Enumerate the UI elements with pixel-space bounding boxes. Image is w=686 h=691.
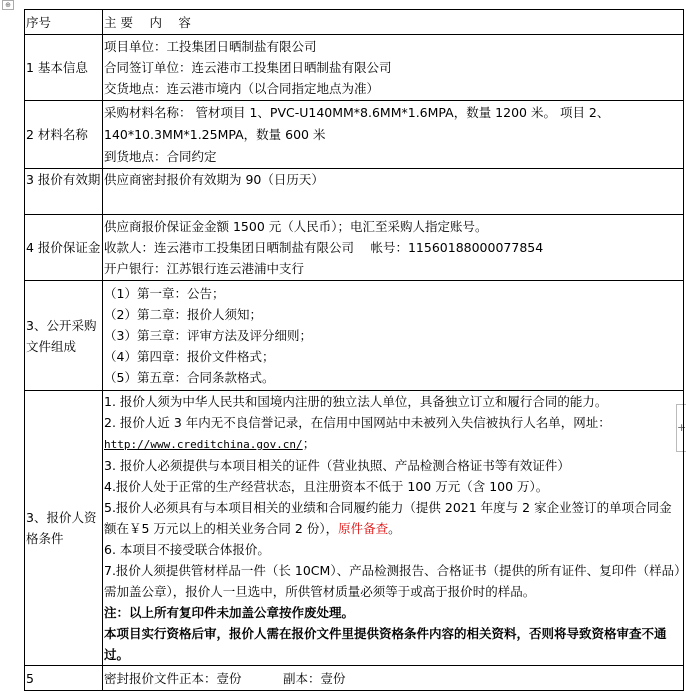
punctuation: ； <box>302 436 316 451</box>
content-line: 开户银行：江苏银行连云港浦中支行 <box>104 261 305 276</box>
row-content <box>103 101 684 169</box>
content-line: 密封报价文件正本：壹份 副本：壹份 <box>104 670 346 686</box>
header-content: 主 要 内 容 <box>103 10 684 35</box>
content-line: 1. 报价人须为中华人民共和国境内注册的独立法人单位，具备独立订立和履行合同的能力。 <box>104 394 608 409</box>
row-label: 1 基本信息 <box>25 35 103 101</box>
content-line: 交货地点：连云港市境内（以合同指定地点为准） <box>104 81 380 96</box>
row-content <box>103 215 684 281</box>
row-content <box>103 391 684 666</box>
row-label: 4 报价保证金 <box>25 215 103 281</box>
creditchina-link[interactable]: http://www.creditchina.gov.cn/ <box>104 438 303 451</box>
row-content <box>103 169 684 215</box>
content-line: 7.报价人须提供管材样品一件（长 10CM）、产品检测报告、合格证书（提供的所有证件、复印件（样品）需加盖公章），报价人一旦选中，所供管材质量必须等于或高于报价时的样品。 <box>104 563 681 599</box>
row-label: 3、公开采购文件组成 <box>25 281 103 391</box>
table-row <box>25 101 684 169</box>
table-row <box>25 281 684 391</box>
content-line: 到货地点：合同约定 <box>104 148 217 164</box>
procurement-table <box>24 9 684 691</box>
table-row <box>25 35 684 101</box>
content-line: 项目单位：工投集团日晒制盐有限公司 <box>104 39 317 54</box>
content-line: 5.报价人必须具有与本项目相关的业绩和合同履约能力（提供 2021 年度与 2 家企业签订的单项合同金额在￥5 万元以上的相关业务合同 2 份）， <box>104 500 672 536</box>
content-line: 合同签订单位：连云港市工投集团日晒制盐有限公司 <box>104 60 392 75</box>
content-line: （5）第五章：合同条款格式。 <box>104 370 275 385</box>
table-row <box>25 666 684 691</box>
content-line: 收款人：连云港市工投集团日晒制盐有限公司 帐号：11560188000077854 <box>104 240 544 255</box>
content-line: 供应商报价保证金金额 1500 元（人民币）；电汇至采购人指定账号。 <box>104 219 488 234</box>
content-line: 4.报价人处于正常的生产经营状态，且注册资本不低于 100 万元（含 100 万）。 <box>104 479 549 494</box>
row-label: 5 <box>25 666 103 691</box>
content-line: 3. 报价人必须提供与本项目相关的证件（营业执照、产品检测合格证书等有效证件） <box>104 458 570 473</box>
row-label: 3 报价有效期 <box>25 169 103 215</box>
row-content <box>103 281 684 391</box>
content-line: （3）第三章：评审方法及评分细则； <box>104 328 312 343</box>
punctuation: 。 <box>388 521 401 536</box>
table-row <box>25 215 684 281</box>
table-anchor-icon[interactable]: ⊕ <box>2 0 14 10</box>
row-content <box>103 666 684 691</box>
note-line: 本项目实行资格后审，报价人需在报价文件里提供资格条件内容的相关资料，否则将导致资格审查不通过。 <box>104 626 667 662</box>
content-line: 采购材料名称： 管材项目 1、PVC-U140MM*8.6MM*1.6MPA，数量 1200 米。 项目 2、140*10.3MM*1.25MPA，数量 600 米 <box>104 104 610 142</box>
add-row-icon[interactable]: + <box>676 404 686 452</box>
content-line: （4）第四章：报价文件格式； <box>104 349 275 364</box>
row-content <box>103 35 684 101</box>
table-row <box>25 169 684 215</box>
table-row <box>25 391 684 666</box>
content-line: 2. 报价人近 3 年内无不良信誉记录，在信用中国网站中未被列入失信被执行人名单，网址： <box>104 415 611 430</box>
row-label: 2 材料名称 <box>25 101 103 169</box>
row-label: 3、报价人资格条件 <box>25 391 103 666</box>
content-line: 供应商密封报价有效期为 90（日历天） <box>104 172 324 187</box>
note-line: 注：以上所有复印件未加盖公章按作废处理。 <box>104 605 355 620</box>
header-seq: 序号 <box>25 10 103 35</box>
content-line: 6. 本项目不接受联合体报价。 <box>104 542 270 557</box>
table-header-row <box>25 10 684 35</box>
content-line: （1）第一章：公告； <box>104 286 225 301</box>
original-for-check-highlight: 原件备查 <box>338 521 389 536</box>
content-line: （2）第二章：报价人须知； <box>104 307 262 322</box>
